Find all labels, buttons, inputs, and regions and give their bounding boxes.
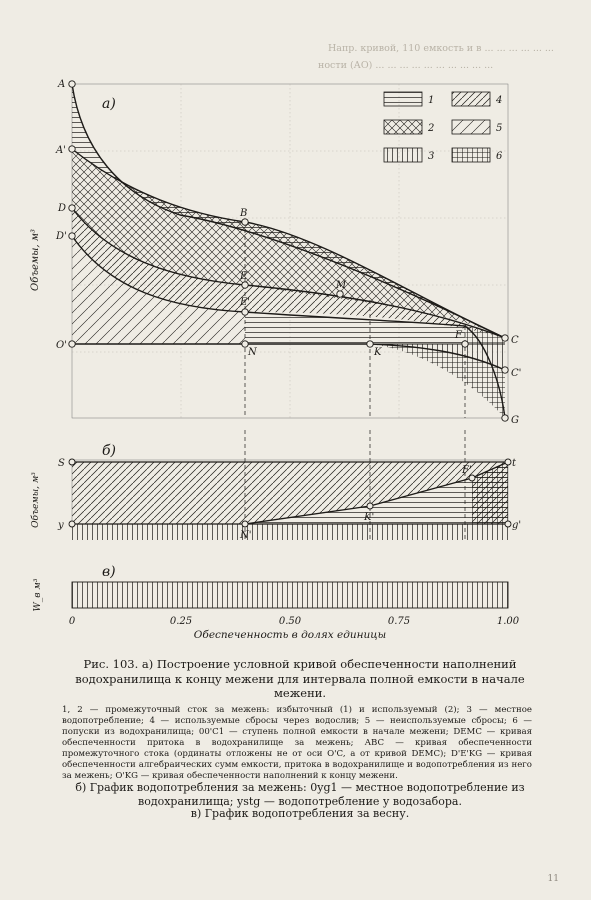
legend-num-2: 2 xyxy=(428,123,435,134)
x-axis xyxy=(69,616,520,641)
pt-C: C xyxy=(511,335,519,346)
panel-v xyxy=(33,564,508,611)
panel-b-area-local xyxy=(72,524,508,540)
pt-E2: E' xyxy=(240,297,251,308)
pt-g: g' xyxy=(512,520,522,531)
legend-swatch-6 xyxy=(452,148,490,162)
x-tick-2: 0.50 xyxy=(278,616,302,627)
pt-O: O' xyxy=(56,340,67,351)
x-tick-1: 0.25 xyxy=(169,616,193,627)
legend-num-6: 6 xyxy=(496,151,503,162)
pt-A2: A' xyxy=(56,145,66,156)
legend-num-5: 5 xyxy=(496,123,503,134)
pt-S: S xyxy=(58,458,65,469)
pt-F2: F' xyxy=(462,465,472,476)
pt-N: N xyxy=(248,347,257,358)
bleed-through-text: Напр. кривой, 110 емкость и в ... ... ... ... ... ... xyxy=(328,43,554,54)
pt-D2: D' xyxy=(56,231,67,242)
pt-E: E xyxy=(240,271,248,282)
figure-legend-text: 1, 2 — промежуточный сток за межень: избыточный (1) и используемый (2); 3 — местное водопотребление; 4 — используемые сбросы через водослив; 5 — неиспользуемые сбросы; 6 — попуски из водохранилища; 00'C1 — ступень полной емкости в начале межени; DEMC — кривая обеспеченности притока в водохранилище за межень; ABC — кривая обеспеченности промежуточного стока (ординаты отложены не от оси O'C, а от кривой DEMC); D'E'KG — кривая обеспеченности алгебраических сумм емкости, притока в водохранилище и водопотребления из него за межень; O'KG — кривая обеспеченности наполнений к концу межени. xyxy=(62,705,532,781)
pt-A: A xyxy=(58,79,66,90)
caption-part-b: б) График водопотребления за межень: 0yg1 — местное водопотребление из водохранилища; ystg — водопотребление у водозабора. xyxy=(75,781,525,808)
legend-swatch-2 xyxy=(384,120,422,134)
pt-M: M xyxy=(336,280,347,291)
legend-num-4: 4 xyxy=(496,95,503,106)
panel-b-label: б) xyxy=(102,443,117,459)
pt-B: B xyxy=(240,208,248,219)
panel-v-label: в) xyxy=(102,564,116,580)
pt-y: y xyxy=(58,520,64,531)
panel-a xyxy=(30,79,521,426)
legend-swatch-4 xyxy=(452,92,490,106)
legend-num-3: 3 xyxy=(428,151,435,162)
pt-N2: N' xyxy=(240,530,252,541)
pt-D: D xyxy=(58,203,67,214)
pt-C2: C' xyxy=(511,368,522,379)
caption-part-v: в) График водопотребления за весну. xyxy=(190,807,410,820)
x-tick-0: 0 xyxy=(68,616,76,627)
pt-F: F xyxy=(455,330,462,341)
panel-b-ylabel: Объемы, м³ xyxy=(31,472,41,528)
bleed-through-text: ности (АО) ... ... ... ... ... ... ... ... ... ... xyxy=(318,60,494,71)
panel-b xyxy=(30,430,521,541)
x-axis-label: Обеспеченность в долях единицы xyxy=(193,629,387,641)
legend-num-1: 1 xyxy=(428,95,435,106)
panel-v-bar xyxy=(72,582,508,608)
figure-caption: Рис. 103. а) Построение условной кривой обеспеченности наполнений водохранилища к концу межени для интервала полной емкости в начале межени. xyxy=(75,657,525,700)
pt-G: G xyxy=(511,415,519,426)
x-tick-4: 1.00 xyxy=(496,616,520,627)
pt-K2: K' xyxy=(364,512,375,523)
legend-swatch-1 xyxy=(384,92,422,106)
pt-K: K xyxy=(374,347,382,358)
x-tick-3: 0.75 xyxy=(387,616,411,627)
legend-swatch-5 xyxy=(452,120,490,134)
panel-v-ylabel: W_в м³ xyxy=(33,578,43,612)
pt-t: t xyxy=(512,458,517,469)
legend xyxy=(384,92,503,162)
panel-a-label: а) xyxy=(102,96,116,112)
panel-a-ylabel: Объемы, м³ xyxy=(30,229,41,291)
legend-swatch-3 xyxy=(384,148,422,162)
page-number: 11 xyxy=(547,874,559,884)
